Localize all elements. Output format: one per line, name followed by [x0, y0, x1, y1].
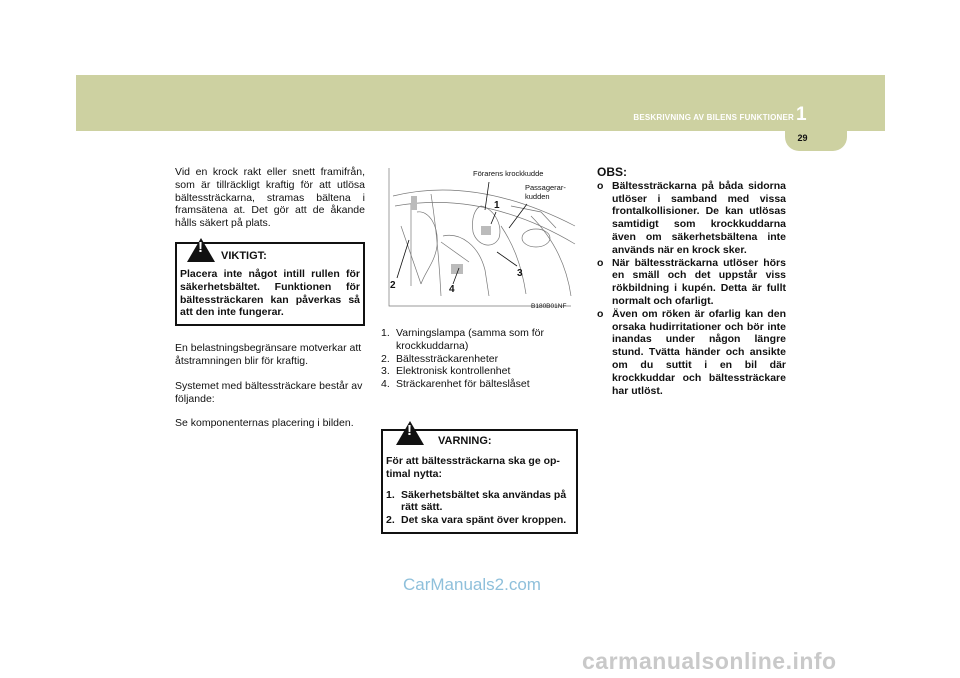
limiter-paragraph: En belastningsbegränsare motverkar att åtstramningen blir för kraftig.: [175, 342, 362, 367]
component-item: 4. Sträckarenhet för bälteslåset: [381, 378, 530, 391]
warning-box: [381, 421, 578, 534]
header-band: [76, 75, 885, 131]
pretensioner-figure: [381, 166, 578, 315]
component-item: 3. Elektronisk kontrollenhet: [381, 365, 511, 378]
obs-item: o När bältessträckarna utlöser hörs en smäll och det uppstår viss rökbildning i kupén. Detta är fullt normalt och ofarligt.: [597, 256, 786, 307]
car-interior-illustration: [381, 166, 578, 315]
left-column: [175, 166, 365, 442]
obs-item: o Även om röken är ofarlig kan den orsaka hudirritationer och bör inte inandas under någon längre stund. Tvätta händer och ansikte om du suttit i en bil där krockkuddar och bältessträckare har utlöst.: [597, 307, 786, 397]
callout-1: 1: [494, 200, 500, 211]
see-figure-paragraph: Se komponenternas placering i bilden.: [175, 417, 354, 430]
warning-intro: För att bältessträckarna ska ge op-timal nytta:: [386, 454, 560, 480]
label-passenger-airbag-line1: Passagerar-: [525, 183, 566, 192]
system-paragraph: Systemet med bältessträckare består av följande:: [175, 379, 363, 405]
important-text: Placera inte något intill rullen för säkerhetsbältet. Funktionen för bältessträckaren kan påverkas så att den inte fungerar.: [180, 267, 360, 319]
callout-4: 4: [449, 284, 455, 295]
important-box: [175, 238, 365, 326]
warning-item: 1. Säkerhetsbältet ska användas på rätt sätt.: [386, 488, 567, 514]
section-number: 1: [796, 104, 807, 125]
warning-triangle-icon: !: [187, 238, 215, 262]
figure-code: B180B01NF: [531, 303, 567, 310]
callout-3: 3: [517, 268, 523, 279]
middle-column: [381, 166, 578, 534]
section-title: BESKRIVNING AV BILENS FUNKTIONER: [633, 113, 794, 122]
page-number: 29: [797, 133, 808, 143]
label-passenger-airbag-line2: kudden: [525, 192, 550, 201]
warning-triangle-icon: !: [396, 421, 424, 445]
warning-title: VARNING:: [438, 434, 492, 447]
callout-2: 2: [390, 280, 396, 291]
obs-title: OBS:: [597, 165, 627, 179]
important-title: VIKTIGT:: [221, 249, 267, 262]
watermark-carmanuals2[interactable]: CarManuals2.com: [403, 575, 541, 594]
intro-paragraph: Vid en krock rakt eller snett framifrån, som är tillräckligt kraftig för att utlösa bältessträckarna, stramas bältena i framsätena at. Det gör att de åkande hålls säkert på plats.: [175, 166, 365, 230]
label-driver-airbag: Förarens krockkudde: [473, 169, 544, 178]
component-list: [381, 327, 578, 391]
warning-list: [386, 489, 573, 527]
watermark-carmanualsonline[interactable]: carmanualsonline.info: [582, 648, 837, 674]
obs-item: o Bältessträckarna på båda sidorna utlöser i samband med vissa frontalkollisioner. De kan utlösas samtidigt som krockkuddarna även om säkerhetsbältena inte används när en krock sker.: [597, 179, 786, 256]
component-item: 2. Bältessträckarenheter: [381, 352, 499, 365]
component-item: 1. Varningslampa (samma som för krockkuddarna): [381, 327, 545, 352]
warning-item: 2. Det ska vara spänt över kroppen.: [386, 514, 567, 527]
right-column: [597, 166, 786, 397]
